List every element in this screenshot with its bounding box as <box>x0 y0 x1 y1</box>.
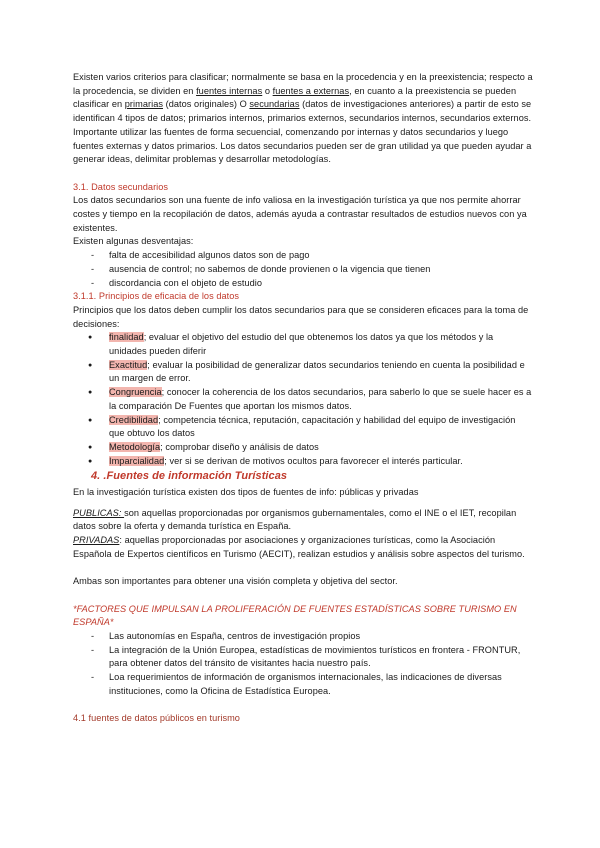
privadas-paragraph: PRIVADAS: aquellas proporcionadas por asociaciones y organizaciones turísticas, como la Asociación Española de Expertos científicos en Turismo (AECIT), realizan estudios y análisis sobre aspectos del turismo. <box>73 535 525 559</box>
highlighted-term: Exactitud <box>109 359 148 370</box>
intro-text: (datos originales) O <box>163 99 250 110</box>
term-secundarias: secundarias <box>249 99 300 110</box>
term-fuentes-internas: fuentes internas <box>196 85 263 96</box>
document-page <box>73 71 533 726</box>
section-3-1-heading: 3.1. Datos secundarios <box>73 181 169 192</box>
list-item: - ausencia de control; no sabemos de donde provienen o la vigencia que tienen <box>73 263 533 277</box>
highlighted-term: Metodología <box>109 441 161 452</box>
section-4-heading: 4. .Fuentes de información Turísticas <box>91 470 288 483</box>
intro-text: o <box>262 85 273 96</box>
intro-text: Existen varios criterios para clasificar; normalmente se basa en la procedencia y en la preexistencia; respecto a la procedencia, se dividen en <box>73 72 533 96</box>
highlighted-term: finalidad <box>109 332 144 343</box>
list-item: ● Congruencia; conocer la coherencia de los datos secundarios, para saberlo lo que se suele hacer es a la comparación De Fuentes que aportan los mismos datos. <box>73 386 533 413</box>
publicas-paragraph: PUBLICAS: son aquellas proporcionadas por organismos gubernamentales, como el INE o el IET, recopilan datos sobre la oferta y demanda turística en España. <box>73 507 517 532</box>
highlighted-term: Imparcialidad <box>109 455 165 466</box>
list-item: - falta de accesibilidad algunos datos son de pago <box>73 249 533 263</box>
list-item: ● Credibilidad; competencia técnica, reputación, capacitación y habilidad del equipo de investigación que obtuvo los datos <box>73 414 533 441</box>
list-item: - discordancia con el objeto de estudio <box>73 277 533 291</box>
list-item: ● Imparcialidad; ver si se derivan de motivos ocultos para favorecer el interés particular. <box>73 455 533 469</box>
term-fuentes-externas: fuentes a externas <box>272 85 350 96</box>
list-item: - Las autonomías en España, centros de investigación propios <box>73 630 533 644</box>
publicas-label: PUBLICAS: <box>73 507 125 518</box>
section-3-1-1-heading: 3.1.1. Principios de eficacia de los datos <box>73 291 240 302</box>
section-3-1-1-body: Principios que los datos deben cumplir los datos secundarios para que se consideren eficaces para la toma de decisiones: <box>73 304 529 329</box>
both-paragraph: Ambas son importantes para obtener una visión completa y objetiva del sector. <box>73 576 398 587</box>
section-4-1-heading: 4.1 fuentes de datos públicos en turismo <box>73 713 240 724</box>
highlighted-term: Credibilidad <box>109 414 159 425</box>
factors-list <box>73 630 533 699</box>
list-item: ● finalidad; evaluar el objetivo del estudio del que obtenemos los datos ya que los métodos y la unidades pueden diferir <box>73 331 533 358</box>
section-3-1-body: Los datos secundarios son una fuente de info valiosa en la investigación turística ya que nos permite ahorrar costes y tiempo en la recopilación de datos, además ayuda a contrastar resultados de estudios nuevos con ya existentes. <box>73 195 527 233</box>
section-4-body: En la investigación turística existen dos tipos de fuentes de info: públicas y privadas <box>73 487 419 498</box>
list-item: ● Metodología; comprobar diseño y análisis de datos <box>73 441 533 455</box>
intro-text: , en cuanto a la preexistencia se pueden clasificar en <box>73 85 517 110</box>
principles-list <box>73 331 533 468</box>
disadvantages-intro: Existen algunas desventajas: <box>73 236 194 247</box>
highlighted-term: Congruencia <box>109 387 162 398</box>
intro-paragraph <box>73 71 533 167</box>
list-item: - Loa requerimientos de información de organismos internacionales, las indicaciones de diversas instituciones, como la Oficina de Estadística Europea. <box>73 671 533 698</box>
factors-heading: *FACTORES QUE IMPULSAN LA PROLIFERACIÓN DE FUENTES ESTADÍSTICAS SOBRE TURISMO EN ESPAÑA* <box>73 603 517 628</box>
term-primarias: primarias <box>124 99 163 110</box>
disadvantages-list <box>73 249 533 290</box>
privadas-label: PRIVADAS <box>73 535 120 546</box>
list-item: ● Exactitud; evaluar la posibilidad de generalizar datos secundarios teniendo en cuenta la posibilidad e un margen de error. <box>73 359 533 386</box>
intro-text: (datos de investigaciones anteriores) a partir de esto se identifican 4 tipos de datos; primarios internos, primarios externos, secundarios internos, secundarios externos. Importante utilizar las fuentes de forma secuencial, comenzando por internas y datos secundarios y luego fuentes externas y datos primarios. Los datos secundarios pueden ser de gran utilidad ya que pueden ayudar a generar ideas, delimitar problemas y desarrollar metodologías. <box>73 99 532 165</box>
list-item: - La integración de la Unión Europea, estadísticas de movimientos turísticos en frontera - FRONTUR, para obtener datos del tránsito de visitantes hacia nuestro país. <box>73 644 533 671</box>
